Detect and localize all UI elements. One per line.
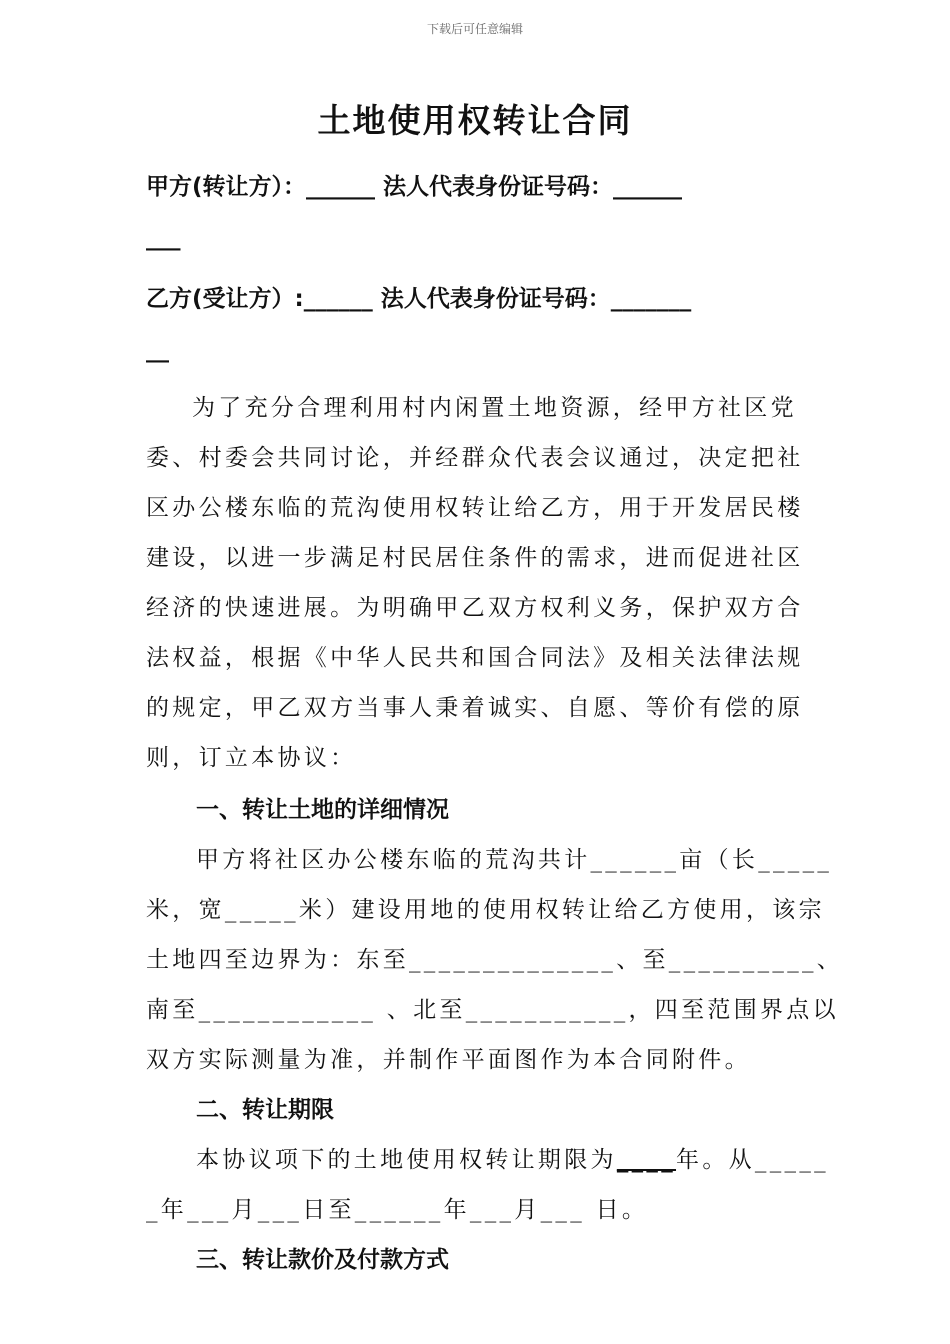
section1-line: 双方实际测量为准，并制作平面图作为本合同附件。 <box>146 1047 751 1073</box>
preamble-text: 为了充分合理利用村内闲置土地资源，经甲方社区党委、村委会共同讨论，并经群众代表会议通过，决定把社区办公楼东临的荒沟使用权转让给乙方，用于开发居民楼建设，以进一步满足村民居住条件的需求，进而促进社区经济的快速进展。为明确甲乙双方权利义务，保护双方合法权益，根据《中华人民共和国合同法》及相关法律法规的规定，甲乙双方当事人秉着诚实、自愿、等价有偿的原则，订立本协议： <box>146 395 804 771</box>
party-a-line: 甲方(转让方）：______ 法人代表身份证号码：______ <box>146 174 683 200</box>
preamble-paragraph <box>146 383 806 783</box>
watermark-text: 下载后可任意编辑 <box>426 22 523 36</box>
section-heading-1: 一、转让土地的详细情况 <box>196 797 449 823</box>
section2-text: 年。从_____ <box>676 1147 829 1173</box>
section2-text: 本协议项下的土地使用权转让期限为 <box>196 1147 617 1173</box>
section2-line <box>196 1141 829 1174</box>
section2-line: _年___月___日至______年___月___ 日。 <box>146 1197 649 1223</box>
term-years-blank: ____ <box>616 1146 677 1173</box>
document-title: 土地使用权转让合同 <box>317 101 633 140</box>
section1-line: 甲方将社区办公楼东临的荒沟共计______亩（长_____ <box>196 847 833 873</box>
section1-line: 南至____________ 、北至___________，四至范围界点以 <box>146 997 839 1023</box>
section1-line: 土地四至边界为：东至______________、至__________、 <box>146 947 844 973</box>
section-heading-2: 二、转让期限 <box>196 1097 334 1123</box>
party-a-line-wrap: ___ <box>146 225 181 251</box>
section1-line: 米，宽_____米）建设用地的使用权转让给乙方使用，该宗 <box>146 897 825 923</box>
section-heading-3: 三、转让款价及付款方式 <box>196 1247 449 1273</box>
party-b-line: 乙方(受让方）:______ 法人代表身份证号码：_______ <box>146 286 692 312</box>
party-b-line-wrap: __ <box>146 337 169 363</box>
